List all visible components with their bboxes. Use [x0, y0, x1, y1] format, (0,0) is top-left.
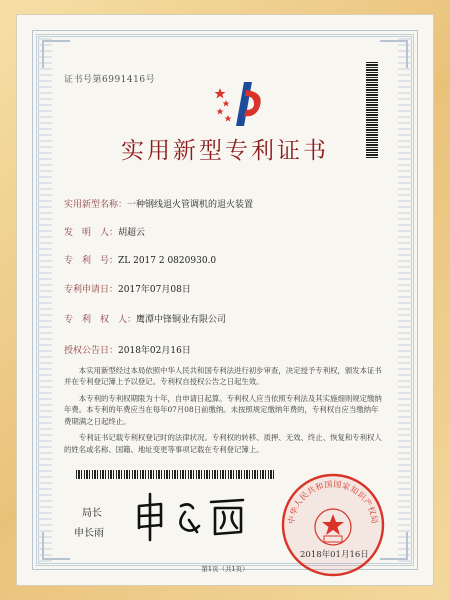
field-label: 专 利 号：: [64, 256, 119, 266]
right-guilloche-pattern: [398, 38, 412, 562]
field-label: 实用新型名称：: [64, 200, 128, 210]
patent-number-row: [64, 253, 216, 266]
corner-ornament-top-right: [380, 40, 408, 68]
utility-model-name-row: [64, 197, 253, 210]
field-value: 胡超云: [118, 228, 146, 238]
body-paragraph: 本实用新型经过本局依照中华人民共和国专利法进行初步审查，决定授予专利权，颁发本证书并在专利登记簿上予以登记。专利权自授权公告之日起生效。: [64, 366, 382, 387]
field-value: 鹰潭中锋铜业有限公司: [136, 315, 227, 325]
director-signature: [131, 486, 251, 546]
field-value: 2018年02月16日: [118, 346, 191, 356]
certificate-title: 实用新型专利证书: [121, 138, 329, 164]
director-title: 局长: [82, 508, 102, 519]
corner-ornament-top-left: [42, 40, 70, 68]
field-label: 授权公告日：: [64, 346, 119, 356]
field-value: ZL 2017 2 0820930.0: [118, 256, 217, 266]
corner-ornament-bottom-left: [42, 532, 70, 560]
inventor-row: [64, 225, 145, 238]
horizontal-barcode: [76, 470, 276, 479]
patentee-row: [64, 312, 226, 325]
field-label: 专 利 权 人：: [64, 315, 137, 325]
application-date-row: [64, 282, 191, 295]
seal-text: 中华人民共和国国家知识产权局: [286, 479, 380, 525]
certificate-number: 证书号第6991416号: [64, 75, 156, 85]
field-value: 2017年07月08日: [118, 285, 191, 295]
field-label: 专利申请日：: [64, 285, 119, 295]
certificate-paper: [16, 14, 434, 586]
grant-announcement-date-row: [64, 343, 191, 356]
director-name: 申长雨: [74, 528, 104, 539]
body-paragraph: 专利证书记载专利权登记时的法律状况。专利权的转移、质押、无效、终止、恢复和专利权人的姓名或名称、国籍、地址变更等事项记载在专利登记簿上。: [64, 433, 382, 454]
field-value: 一种钢线退火管调机的退火装置: [127, 200, 254, 210]
field-label: 发 明 人：: [64, 228, 119, 238]
grant-date: 2018年01月16日: [300, 550, 369, 560]
left-guilloche-pattern: [38, 38, 52, 562]
patent-office-emblem-icon: [208, 76, 270, 132]
certificate-body-text: [64, 365, 382, 460]
body-paragraph: 本专利的专利权期限为十年，自申请日起算。专利权人应当依照专利法及其实施细则规定缴纳年费。本专利的年费应当在每年07月08日前缴纳。未按照规定缴纳年费的，专利权自应当缴纳年费期满之日起终止。: [64, 393, 382, 426]
page-number: 第1页（共1页）: [201, 565, 249, 573]
